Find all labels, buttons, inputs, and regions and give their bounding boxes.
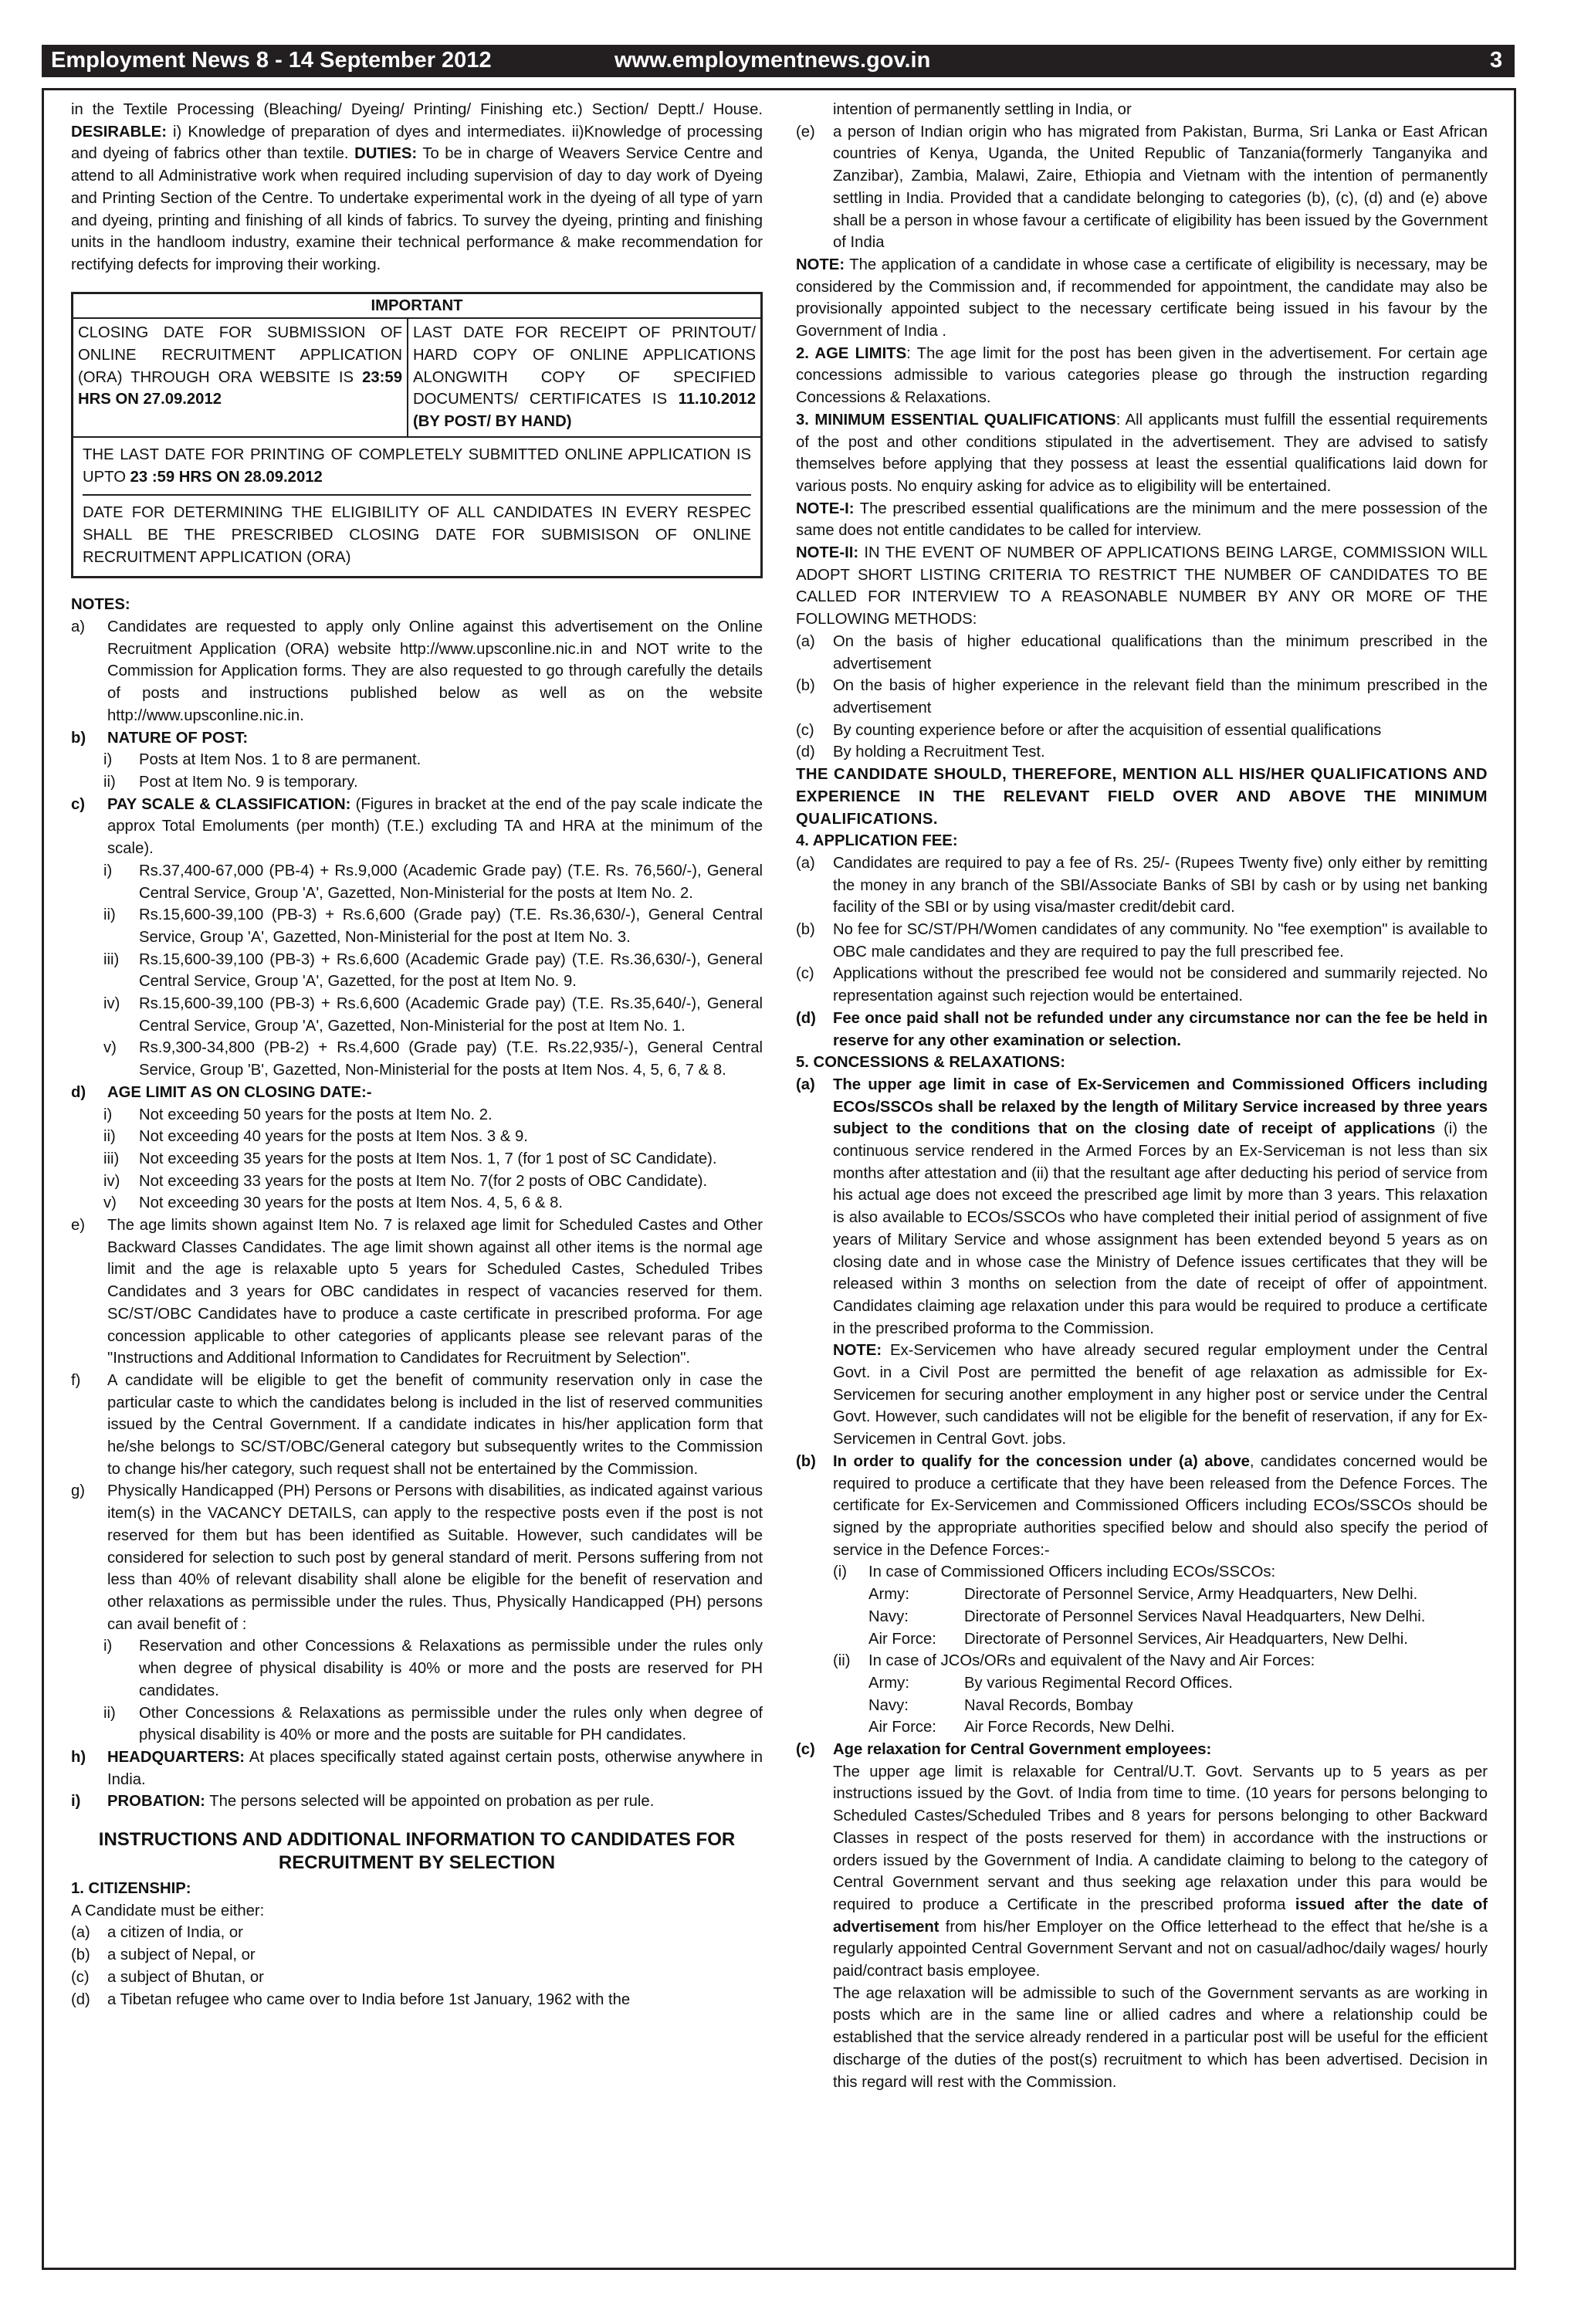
note-f: f) A candidate will be eligible to get the benefit of community reservation only in case the particular caste to which the candidates belong is included in the list of reserved communities issued by the Central Government. If a candidate indicates in his/her application form that he/she belongs to SC/ST/OBC/General category but subsequently writes to the Commission to change his/her category, such request shall not be entertained by the Commission.	[71, 1371, 763, 1478]
citizenship-e: (e) a person of Indian origin who has migrated from Pakistan, Burma, Sri Lanka or East African countries of Kenya, Uganda, the United Republic of Tanzania(formerly Tanganyika and Zanzibar), Zambia, Malawi, Zaire, Ethiopia and Vietnam with the intention of permanently settling in India. Provided that a candidate belonging to categories (b), (c), (d) and (e) above shall be a person in whose favour a certificate of eligibility has been issued by the Government of India	[796, 123, 1488, 252]
note-1: NOTE-I: The prescribed essential qualifications are the minimum and the mere possession of the same does not entitle candidates to be called for interview.	[796, 500, 1488, 540]
authority-row: Army: Directorate of Personnel Service, Army Headquarters, New Delhi.	[868, 1586, 1418, 1604]
pay-scale-item: iii) Rs.15,600-39,100 (PB-3) + Rs.6,600 (Academic Grade pay) (T.E. Rs.36,630/-), General Central Service, Group 'A', Gazetted, for the post at Item No. 9.	[103, 950, 763, 991]
note-a: a) Candidates are requested to apply only Online against this advertisement on the Online Recruitment Application (ORA) website http://www.upsconline.nic.in and NOT write to the Commission for Application forms. They are also requested to go through carefully the details of posts and instructions published below as well as on the website http://www.upsconline.nic.in.	[71, 618, 763, 724]
age-limits-section: 2. AGE LIMITS: The age limit for the post has been given in the advertisement. For certain age concessions admissible to various categories please go through the instruction regarding Concessions & Relaxations.	[796, 344, 1488, 407]
important-dates-row	[73, 319, 760, 438]
concession-c: (c) Age relaxation for Central Government employees:	[796, 1741, 1212, 1759]
age-limit-item: v) Not exceeding 30 years for the posts at Item Nos. 4, 5, 6 & 8.	[103, 1194, 564, 1212]
concession-b-i: (i) In case of Commissioned Officers including ECOs/SSCOs:	[833, 1563, 1276, 1581]
citizenship-c: (c) a subject of Bhutan, or	[71, 1968, 264, 1986]
shortlist-method: (d) By holding a Recruitment Test.	[796, 744, 1045, 761]
pay-scale-item: iv) Rs.15,600-39,100 (PB-3) + Rs.6,600 (Academic Grade pay) (T.E. Rs.35,640/-), General Central Service, Group 'A', Gazetted, Non-Ministerial for the post at Item No. 1.	[103, 995, 763, 1035]
age-limit-item: i) Not exceeding 50 years for the posts at Item No. 2.	[103, 1106, 493, 1123]
concession-c-text: The upper age limit is relaxable for Central/U.T. Govt. Servants up to 5 years as per instructions issued by the Govt. of India from time to time. (10 years for persons belonging to Scheduled Castes/Scheduled Tribes and 8 years for persons belonging to other Backward Classes in respect of the posts reserved for them) in accordance with the instructions or orders issued by the Government of India. A candidate claiming to belong to the category of Central Government servant and thus seeking age relaxation under this para would be required to produce a Certificate in the prescribed proforma issued after the date of advertisement from his/her Employer on the Office letterhead to the effect that he/she is a regularly appointed Central Government Servant and not on casual/adhoc/daily wages/ hourly paid/contract basis employee.	[833, 1763, 1488, 1980]
citizenship-heading: 1. CITIZENSHIP:	[71, 1880, 191, 1898]
concession-c-text2: The age relaxation will be admissible to such of the Government servants as are working in posts which are in the same line or allied cadres and where a relationship could be established that the service already rendered in a particular post will be useful for the efficient discharge of the duties of the post(s) recruitment to which has been advertised. Decision in this regard will rest with the Commission.	[833, 1984, 1488, 2091]
concession-a-note: NOTE: Ex-Servicemen who have already secured regular employment under the Central Govt. in a Civil Post are permitted the benefit of age relaxation as admissible for Ex-Servicemen for securing another employment in any higher post or service under the Central Govt. However, such candidates will not be eligible for the benefit of reservation, if any for Ex-Servicemen in Central Govt. jobs.	[833, 1342, 1488, 1448]
job-description: in the Textile Processing (Bleaching/ Dyeing/ Printing/ Finishing etc.) Section/ Deptt./ House. DESIRABLE: i) Knowledge of preparation of dyes and intermediates. ii)Knowledge of processing and dyeing of fabrics other than textile. DUTIES: To be in charge of Weavers Service Centre and attend to all Administrative work when required including supervision of day to day work of Dyeing and Printing Section of the Centre. To undertake experimental work in the dyeing of all type of yarn and dyeing, printing and finishing of all kinds of fabrics. To survey the dyeing, printing and finishing units in the handloom industry, examine their technical performance & make recommendation for rectifying defects for improving their working.	[71, 101, 763, 273]
concessions-heading: 5. CONCESSIONS & RELAXATIONS:	[796, 1054, 1065, 1072]
pay-scale-item: i) Rs.37,400-67,000 (PB-4) + Rs.9,000 (Academic Grade pay) (T.E. Rs. 76,560/-), General Central Service, Group 'A', Gazetted, Non-Ministerial for the posts at Item No. 2.	[103, 862, 763, 902]
fee-d: (d) Fee once paid shall not be refunded under any circumstance nor can the fee be held in reserve for any other examination or selection.	[796, 1009, 1488, 1049]
note-b-i: i) Posts at Item Nos. 1 to 8 are permanent.	[103, 751, 421, 769]
note-g-ii: ii) Other Concessions & Relaxations as permissible under the rules only when degree of physical disability is 40% or more and the posts are suitable for PH candidates.	[103, 1704, 763, 1744]
authority-row: Air Force: Air Force Records, New Delhi.	[868, 1719, 1175, 1736]
important-title: IMPORTANT	[73, 294, 760, 320]
authority-row: Navy: Directorate of Personnel Services Naval Headquarters, New Delhi.	[868, 1607, 1426, 1625]
concession-b-ii: (ii) In case of JCOs/ORs and equivalent of the Navy and Air Forces:	[833, 1652, 1315, 1670]
age-limit-item: iv) Not exceeding 33 years for the posts at Item No. 7(for 2 posts of OBC Candidate).	[103, 1172, 708, 1190]
note-d: d) AGE LIMIT AS ON CLOSING DATE:-	[71, 1083, 372, 1101]
pay-scale-item: ii) Rs.15,600-39,100 (PB-3) + Rs.6,600 (Grade pay) (T.E. Rs.36,630/-), General Central Service, Group 'A', Gazetted, Non-Ministerial for the post at Item No. 3.	[103, 906, 763, 946]
shortlist-method: (c) By counting experience before or after the acquisition of essential qualifications	[796, 721, 1382, 739]
note-b: b) NATURE OF POST:	[71, 729, 249, 747]
website-url[interactable]: www.employmentnews.gov.in	[614, 48, 931, 73]
note-h: h) HEADQUARTERS: At places specifically stated against certain posts, otherwise anywhere in India.	[71, 1748, 763, 1788]
closing-date-cell: CLOSING DATE FOR SUBMISSION OF ONLINE RECRUITMENT APPLICATION (ORA) THROUGH ORA WEBSITE IS 23:59 HRS ON 27.09.2012	[73, 319, 408, 436]
mention-qualifications: THE CANDIDATE SHOULD, THEREFORE, MENTION ALL HIS/HER QUALIFICATIONS AND EXPERIENCE IN THE RELEVANT FIELD OVER AND ABOVE THE MINIMUM QUALIFICATIONS.	[796, 766, 1488, 828]
pay-scale-item: v) Rs.9,300-34,800 (PB-2) + Rs.4,600 (Grade pay) (T.E. Rs.22,935/-), General Central Service, Group 'B', Gazetted, Non-Ministerial for the posts at Item Nos. 4, 5, 6, 7 & 8.	[103, 1039, 763, 1079]
page-number: 3	[1490, 48, 1503, 73]
note-i: i) PROBATION: The persons selected will be appointed on probation as per rule.	[71, 1793, 655, 1811]
note-2: NOTE-II: IN THE EVENT OF NUMBER OF APPLICATIONS BEING LARGE, COMMISSION WILL ADOPT SHORT LISTING CRITERIA TO RESTRICT THE NUMBER OF CANDIDATES TO BE CALLED FOR INTERVIEW TO A REASONABLE NUMBER BY ANY OR MORE OF THE FOLLOWING METHODS:	[796, 544, 1488, 628]
citizenship-d-continued: intention of permanently settling in India, or	[833, 101, 1132, 118]
concession-b: (b) In order to qualify for the concession under (a) above, candidates concerned would be required to produce a certificate that they have been released from the Defence Forces. The certificate for Ex-Servicemen and Commissioned Officers including ECOs/SSCOs should be signed by the appropriate authorities specified below and should also specify the period of service in the Defence Forces:-	[796, 1452, 1488, 1559]
fee-b: (b) No fee for SC/ST/PH/Women candidates of any community. No "fee exemption" is available to OBC male candidates and they are required to pay the full prescribed fee.	[796, 921, 1488, 960]
important-box	[71, 292, 763, 579]
eligibility-note: NOTE: The application of a candidate in whose case a certificate of eligibility is necessary, may be considered by the Commission and, if recommended for appointment, the candidate may also be provisionally appointed subject to the necessary certificate being issued in his favour by the Government of India .	[796, 256, 1488, 340]
note-g: g) Physically Handicapped (PH) Persons or Persons with disabilities, as indicated against various item(s) in the VACANCY DETAILS, can apply to the respective posts even if the post is not reserved for them but has been identified as Suitable. However, such candidates will be considered for selection to such post by general standard of merit. Persons suffering from not less than 40% of relevant disability shall alone be eligible for the benefit of reservation and other relaxations as permissible under the rules. Thus, Physically Handicapped (PH) persons can avail benefit of :	[71, 1482, 763, 1633]
eligibility-date-note: DATE FOR DETERMINING THE ELIGIBILITY OF ALL CANDIDATES IN EVERY RESPEC SHALL BE THE PRESCRIBED CLOSING DATE FOR SUBMISISON OF ONLINE RECRUITMENT APPLICATION (ORA)	[83, 494, 751, 576]
citizenship-a: (a) a citizen of India, or	[71, 1924, 243, 1942]
fee-c: (c) Applications without the prescribed fee would not be considered and summarily rejected. No representation against such rejection would be entertained.	[796, 965, 1488, 1005]
notes-heading: NOTES:	[71, 596, 130, 614]
fee-heading: 4. APPLICATION FEE:	[796, 832, 958, 850]
authority-row: Army: By various Regimental Record Offices.	[868, 1674, 1233, 1692]
receipt-date-cell: LAST DATE FOR RECEIPT OF PRINTOUT/ HARD COPY OF ONLINE APPLICATIONS ALONGWITH COPY OF SPECIFIED DOCUMENTS/ CERTIFICATES IS 11.10.2012 (BY POST/ BY HAND)	[413, 324, 756, 431]
note-e: e) The age limits shown against Item No. 7 is relaxed age limit for Scheduled Castes and Other Backward Classes Candidates. The age limit shown against all other items is the normal age limit and the age is relaxable upto 5 years for Scheduled Castes, Scheduled Tribes Candidates and 3 years for OBC candidates in respect of vacancies reserved for them. SC/ST/OBC Candidates have to produce a caste certificate in prescribed proforma. For age concession applicable to other categories of applicants please see relevant paras of the "Instructions and Additional Information to Candidates for Recruitment by Selection".	[71, 1217, 763, 1367]
citizenship-b: (b) a subject of Nepal, or	[71, 1946, 256, 1964]
shortlist-method: (a) On the basis of higher educational qualifications than the minimum prescribed in the advertisement	[796, 632, 1488, 672]
authority-row: Air Force: Directorate of Personnel Services, Air Headquarters, New Delhi.	[868, 1630, 1408, 1648]
page-header	[42, 45, 1515, 77]
printing-date-note: THE LAST DATE FOR PRINTING OF COMPLETELY SUBMITTED ONLINE APPLICATION IS UPTO 23 :59 HRS ON 28.09.2012	[83, 445, 751, 486]
note-b-ii: ii) Post at Item No. 9 is temporary.	[103, 773, 358, 791]
fee-a: (a) Candidates are required to pay a fee of Rs. 25/- (Rupees Twenty five) only either by remitting the money in any branch of the SBI/Associate Banks of SBI by cash or by using net banking facility of the SBI or by using visa/master credit/debit card.	[796, 854, 1488, 916]
right-column	[796, 99, 1488, 2093]
qualifications-section: 3. MINIMUM ESSENTIAL QUALIFICATIONS: All applicants must fulfill the essential requirements of the post and other conditions stipulated in the advertisement. They are advised to satisfy themselves before applying that they possess at least the essential qualifications laid down for various posts. No enquiry asking for advice as to eligibility will be entertained.	[796, 411, 1488, 495]
left-column	[71, 99, 763, 2011]
note-c: c) PAY SCALE & CLASSIFICATION: (Figures in bracket at the end of the pay scale indicate the approx Total Emoluments (per month) (T.E.) excluding TA and HRA at the minimum of the scale).	[71, 795, 763, 858]
publication-title: Employment News 8 - 14 September 2012	[51, 48, 492, 73]
age-limit-item: ii) Not exceeding 40 years for the posts at Item Nos. 3 & 9.	[103, 1128, 528, 1146]
authority-row: Navy: Naval Records, Bombay	[868, 1696, 1133, 1714]
citizenship-d: (d) a Tibetan refugee who came over to India before 1st January, 1962 with the	[71, 1990, 631, 2008]
citizenship-intro: A Candidate must be either:	[71, 1902, 265, 1919]
shortlist-method: (b) On the basis of higher experience in the relevant field than the minimum prescribed in the advertisement	[796, 677, 1488, 717]
instructions-title: INSTRUCTIONS AND ADDITIONAL INFORMATION TO CANDIDATES FOR RECRUITMENT BY SELECTION	[98, 1829, 736, 1874]
note-g-i: i) Reservation and other Concessions & Relaxations as permissible under the rules only when degree of physical disability is 40% or more and the posts are reserved for PH candidates.	[103, 1638, 763, 1699]
age-limit-item: iii) Not exceeding 35 years for the posts at Item Nos. 1, 7 (for 1 post of SC Candidate).	[103, 1150, 717, 1167]
concession-a: (a) The upper age limit in case of Ex-Servicemen and Commissioned Officers including ECOs/SSCOs shall be relaxed by the length of Military Service increased by three years subject to the conditions that on the closing date of receipt of applications (i) the continuous service rendered in the Armed Forces by an Ex-Serviceman is not less than six months after attestation and (ii) that the resultant age after deducting his period of service from his actual age does not exceed the prescribed age limit by more than 3 years. This relaxation is also available to ECOs/SSCOs who have completed their initial period of assignment of five years of Military Service and whose assignment has been extended beyond 5 years as on closing date and in whose case the Ministry of Defence issues certificates that they will be released within 3 months on selection from the date of receipt of offer of appointment. Candidates claiming age relaxation under this para would be required to produce a certificate in the prescribed proforma to the Commission.	[796, 1076, 1488, 1337]
